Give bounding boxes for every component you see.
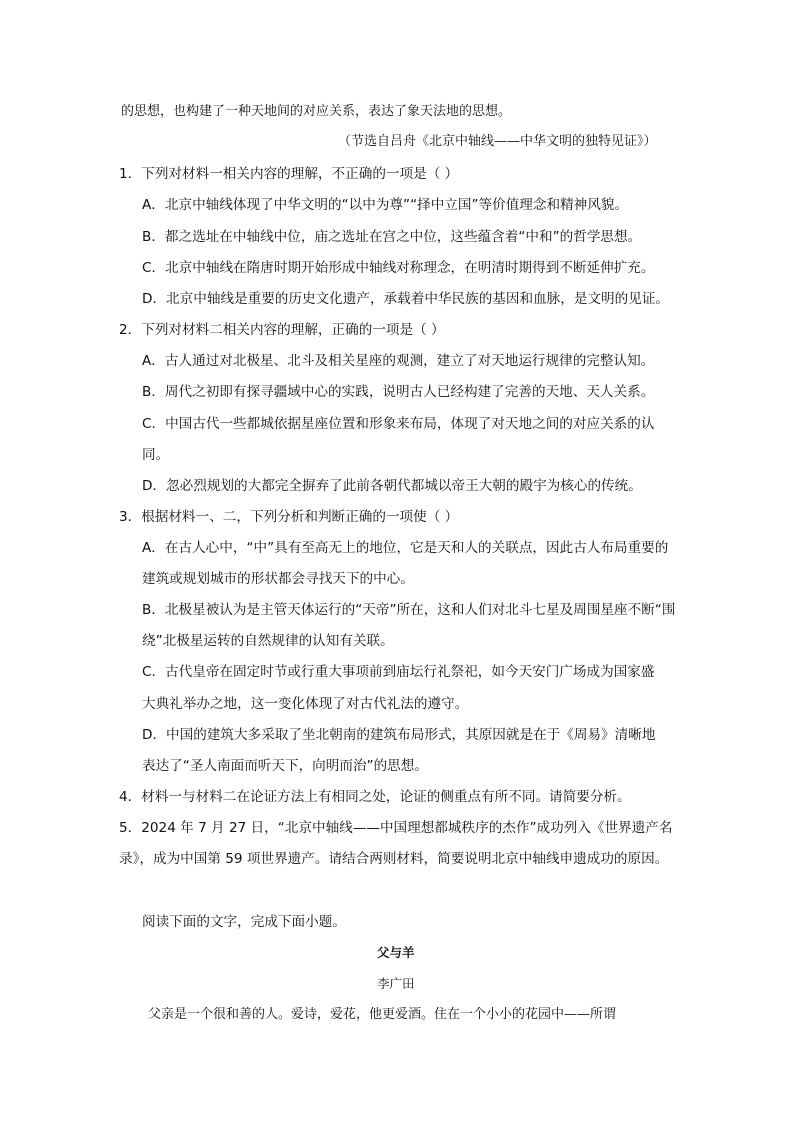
reading-title: 父与羊 [377, 945, 415, 960]
question-3-option-c-cont: 大典礼举办之地，这一变化体现了对古代礼法的遵守。 [142, 696, 469, 712]
question-5: 5．2024 年 7 月 27 日，“北京中轴线——中国理想都城秩序的杰作”成功列入《世界遗产名 [119, 820, 673, 836]
question-1-stem: 1．下列对材料一相关内容的理解，不正确的一项是（ ） [119, 166, 459, 182]
reading-instruction: 阅读下面的文字，完成下面小题。 [142, 914, 346, 930]
question-2-option-c: C．中国古代一些都城依据星座位置和形象来布局，体现了对天地之间的对应关系的认 [142, 416, 655, 432]
question-1-option-c: C．北京中轴线在隋唐时期开始形成中轴线对称理念，在明清时期得到不断延伸扩充。 [142, 260, 655, 276]
question-3-option-d-cont: 表达了“圣人南面而听天下，向明而治”的思想。 [142, 758, 428, 774]
question-1-option-b: B．都之选址在中轴线中位，庙之选址在宫之中位，这些蕴含着“中和”的哲学思想。 [142, 229, 642, 245]
reading-author: 李广田 [377, 976, 415, 991]
question-3-option-c: C．古代皇帝在固定时节或行重大事项前到庙坛行礼祭祀，如今天安门广场成为国家盛 [142, 664, 655, 680]
question-3-option-a: A．在古人心中，“中”具有至高无上的地位，它是天和人的关联点，因此古人布局重要的 [142, 540, 669, 556]
passage-source: （节选自吕舟《北京中轴线——中华文明的独特见证》） [338, 134, 657, 149]
question-2-option-d: D．忽必烈规划的大都完全摒弃了此前各朝代都城以帝王大朝的殿宇为核心的传统。 [142, 478, 642, 494]
question-3-option-a-cont: 建筑或规划城市的形状都会寻找天下的中心。 [142, 571, 414, 587]
question-5-cont: 录》，成为中国第 59 项世界遗产。请结合两则材料，简要说明北京中轴线申遗成功的原因。 [119, 851, 669, 867]
question-3-option-d: D．中国的建筑大多采取了坐北朝南的建筑布局形式，其原因就是在于《周易》清晰地 [142, 727, 656, 743]
question-3-option-b: B．北极星被认为是主管天体运行的“天帝”所在，这和人们对北斗七星及周围星座不断“围 [142, 602, 676, 618]
question-2-option-c-cont: 同。 [142, 447, 170, 463]
question-2-option-a: A．古人通过对北极星、北斗及相关星座的观测，建立了对天地运行规律的完整认知。 [142, 353, 655, 369]
question-2-stem: 2．下列对材料二相关内容的理解，正确的一项是（ ） [119, 322, 445, 338]
question-3-option-b-cont: 绕”北极星运转的自然规律的认知有关联。 [142, 633, 394, 649]
question-2-option-b: B．周代之初即有探寻疆域中心的实践，说明古人已经构建了完善的天地、天人关系。 [142, 384, 655, 400]
reading-first-line: 父亲是一个很和善的人。爱诗，爱花，他更爱酒。住在一个小小的花园中——所谓 [148, 1007, 617, 1022]
question-4: 4．材料一与材料二在论证方法上有相同之处，论证的侧重点有所不同。请简要分析。 [119, 789, 631, 805]
passage-tail-line: 的思想，也构建了一种天地间的对应关系，表达了象天法地的思想。 [121, 104, 512, 119]
question-1-option-d: D．北京中轴线是重要的历史文化遗产，承载着中华民族的基因和血脉，是文明的见证。 [142, 291, 670, 307]
question-1-option-a: A．北京中轴线体现了中华文明的“以中为尊”“择中立国”等价值理念和精神风貌。 [142, 197, 629, 213]
question-3-stem: 3．根据材料一、二，下列分析和判断正确的一项使（ ） [119, 509, 459, 525]
